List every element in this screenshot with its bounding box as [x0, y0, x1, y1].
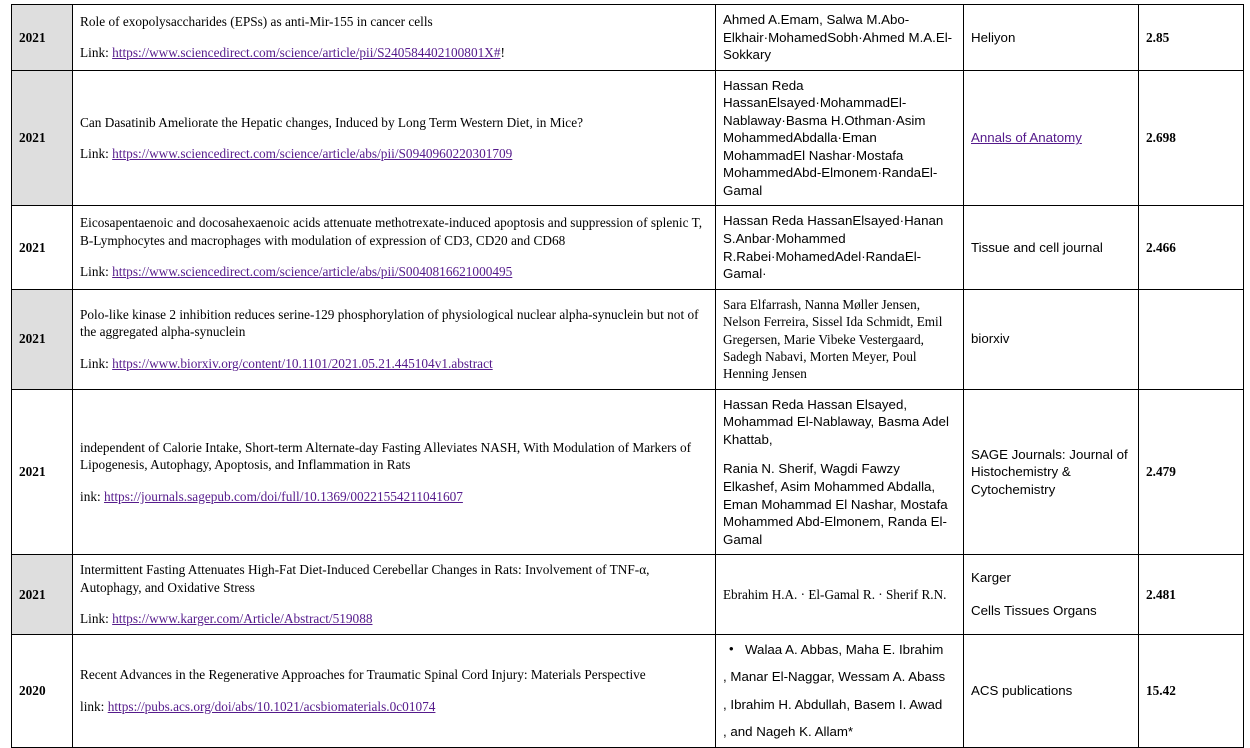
cell-year: 2021: [12, 389, 73, 554]
cell-title: [73, 389, 716, 554]
authors-line: , Ibrahim H. Abdullah, Basem I. Awad: [723, 696, 943, 712]
link-label: link:: [80, 698, 105, 714]
cell-year: 2021: [12, 206, 73, 289]
link-label: Link:: [80, 45, 109, 61]
cell-journal: [964, 70, 1139, 206]
cell-title: [73, 634, 716, 747]
publication-title: Role of exopolysaccharides (EPSs) as anti-Mir-155 in cancer cells: [80, 13, 433, 29]
table-row: [12, 5, 1244, 71]
link-label: Link:: [80, 264, 109, 280]
cell-title: [73, 206, 716, 289]
cell-authors: Ahmed A.Emam, Salwa M.Abo-Elkhair·MohamedSobh·Ahmed M.A.El-Sokkary: [716, 5, 964, 71]
cell-journal: [964, 555, 1139, 635]
authors-bullet-line: • Walaa A. Abbas, Maha E. Ibrahim: [723, 641, 957, 659]
journal-publisher: Karger: [971, 569, 1011, 585]
cell-authors: Hassan Reda HassanElsayed·Hanan S.Anbar·Mohammed R.Rabei·MohamedAdel·RandaEl-Gamal·: [716, 206, 964, 289]
cell-journal: Heliyon: [964, 5, 1139, 71]
publication-link[interactable]: https://www.sciencedirect.com/science/article/abs/pii/S0040816621000495: [112, 264, 513, 280]
link-label: Link:: [80, 355, 109, 371]
publication-link-line: [80, 488, 709, 506]
publication-title: Intermittent Fasting Attenuates High-Fat Diet-Induced Cerebellar Changes in Rats: Involvement of TNF-α, Autophagy, and Oxidative Stress: [80, 562, 650, 595]
cell-authors: Sara Elfarrash, Nanna Møller Jensen, Nelson Ferreira, Sissel Ida Schmidt, Emil Gregersen, Marie Vibeke Vestergaard, Sadegh Nabavi, Morten Meyer, Poul Henning Jensen: [716, 289, 964, 389]
publication-link[interactable]: https://www.sciencedirect.com/science/article/abs/pii/S0940960220301709: [112, 146, 513, 162]
cell-year: 2021: [12, 289, 73, 389]
authors-line: , Manar El-Naggar, Wessam A. Abass: [723, 669, 946, 685]
table-row: [12, 634, 1244, 747]
cell-authors: [716, 634, 964, 747]
publication-link-line: [80, 44, 709, 62]
cell-title: [73, 555, 716, 635]
publication-link[interactable]: https://www.karger.com/Article/Abstract/519088: [112, 611, 373, 627]
cell-year: 2020: [12, 634, 73, 747]
publication-title: Recent Advances in the Regenerative Approaches for Traumatic Spinal Cord Injury: Materials Perspective: [80, 667, 646, 683]
authors-paragraph: Hassan Reda Hassan Elsayed, Mohammad El-Nablaway, Basma Adel Khattab,: [723, 396, 949, 447]
journal-link[interactable]: Annals of Anatomy: [971, 130, 1082, 146]
publication-link-line: [80, 698, 709, 716]
publication-link[interactable]: https://journals.sagepub.com/doi/full/10.1369/00221554211041607: [104, 488, 463, 504]
table-row: [12, 555, 1244, 635]
link-suffix: !: [500, 45, 505, 61]
cell-authors: Ebrahim H.A. · El-Gamal R. · Sherif R.N.: [716, 555, 964, 635]
cell-impact-factor: 2.85: [1139, 5, 1244, 71]
cell-title: [73, 5, 716, 71]
table-row: [12, 206, 1244, 289]
publication-link-line: [80, 610, 709, 628]
cell-title: [73, 289, 716, 389]
cell-journal: SAGE Journals: Journal of Histochemistry & Cytochemistry: [964, 389, 1139, 554]
table-row: [12, 70, 1244, 206]
publication-link-line: [80, 145, 709, 163]
document-page: [0, 4, 1250, 743]
cell-impact-factor: 2.466: [1139, 206, 1244, 289]
table-row: [12, 389, 1244, 554]
cell-impact-factor: 2.481: [1139, 555, 1244, 635]
publication-link-line: [80, 263, 709, 281]
publication-title: Can Dasatinib Ameliorate the Hepatic changes, Induced by Long Term Western Diet, in Mice?: [80, 114, 584, 130]
cell-title: [73, 70, 716, 206]
publications-table: [11, 4, 1244, 748]
authors-paragraph: Rania N. Sherif, Wagdi Fawzy Elkashef, Asim Mohammed Abdalla, Eman Mohammad El Nashar, Mostafa Mohammed Abd-Elmonem, Randa El-Gamal: [723, 461, 948, 547]
publication-link[interactable]: https://pubs.acs.org/doi/abs/10.1021/acsbiomaterials.0c01074: [107, 698, 436, 714]
authors-line: , and Nageh K. Allam*: [723, 724, 854, 740]
cell-journal: ACS publications: [964, 634, 1139, 747]
cell-journal: biorxiv: [964, 289, 1139, 389]
cell-impact-factor: 15.42: [1139, 634, 1244, 747]
journal-name: Cells Tissues Organs: [971, 603, 1097, 619]
publication-link[interactable]: https://www.biorxiv.org/content/10.1101/2021.05.21.445104v1.abstract: [112, 355, 493, 371]
link-label: Link:: [80, 611, 109, 627]
cell-impact-factor: [1139, 289, 1244, 389]
publication-title: Polo-like kinase 2 inhibition reduces serine-129 phosphorylation of physiological nuclear alpha-synuclein but not of the aggregated alpha-synuclein: [80, 306, 699, 340]
publication-title: Eicosapentaenoic and docosahexaenoic acids attenuate methotrexate-induced apoptosis and suppression of splenic T, B-Lymphocytes and macrophages with modulation of expression of CD3, CD20 and CD68: [80, 215, 703, 248]
cell-impact-factor: 2.479: [1139, 389, 1244, 554]
publication-link-line: [80, 355, 709, 373]
cell-authors: Hassan Reda HassanElsayed·MohammadEl-Nablaway·Basma H.Othman·Asim MohammedAbdalla·Eman MohammadEl Nashar·Mostafa MohammedAbd-Elmonem·RandaEl-Gamal: [716, 70, 964, 206]
link-label: ink:: [80, 488, 101, 504]
cell-journal: Tissue and cell journal: [964, 206, 1139, 289]
cell-authors: [716, 389, 964, 554]
cell-year: 2021: [12, 70, 73, 206]
link-label: Link:: [80, 146, 109, 162]
publication-title: independent of Calorie Intake, Short-term Alternate-day Fasting Alleviates NASH, With Modulation of Markers of Lipogenesis, Autophagy, Apoptosis, and Inflammation in Rats: [80, 439, 692, 473]
publication-link[interactable]: https://www.sciencedirect.com/science/article/pii/S240584402100801X#: [112, 45, 501, 61]
cell-year: 2021: [12, 555, 73, 635]
table-row: [12, 289, 1244, 389]
cell-year: 2021: [12, 5, 73, 71]
cell-impact-factor: 2.698: [1139, 70, 1244, 206]
